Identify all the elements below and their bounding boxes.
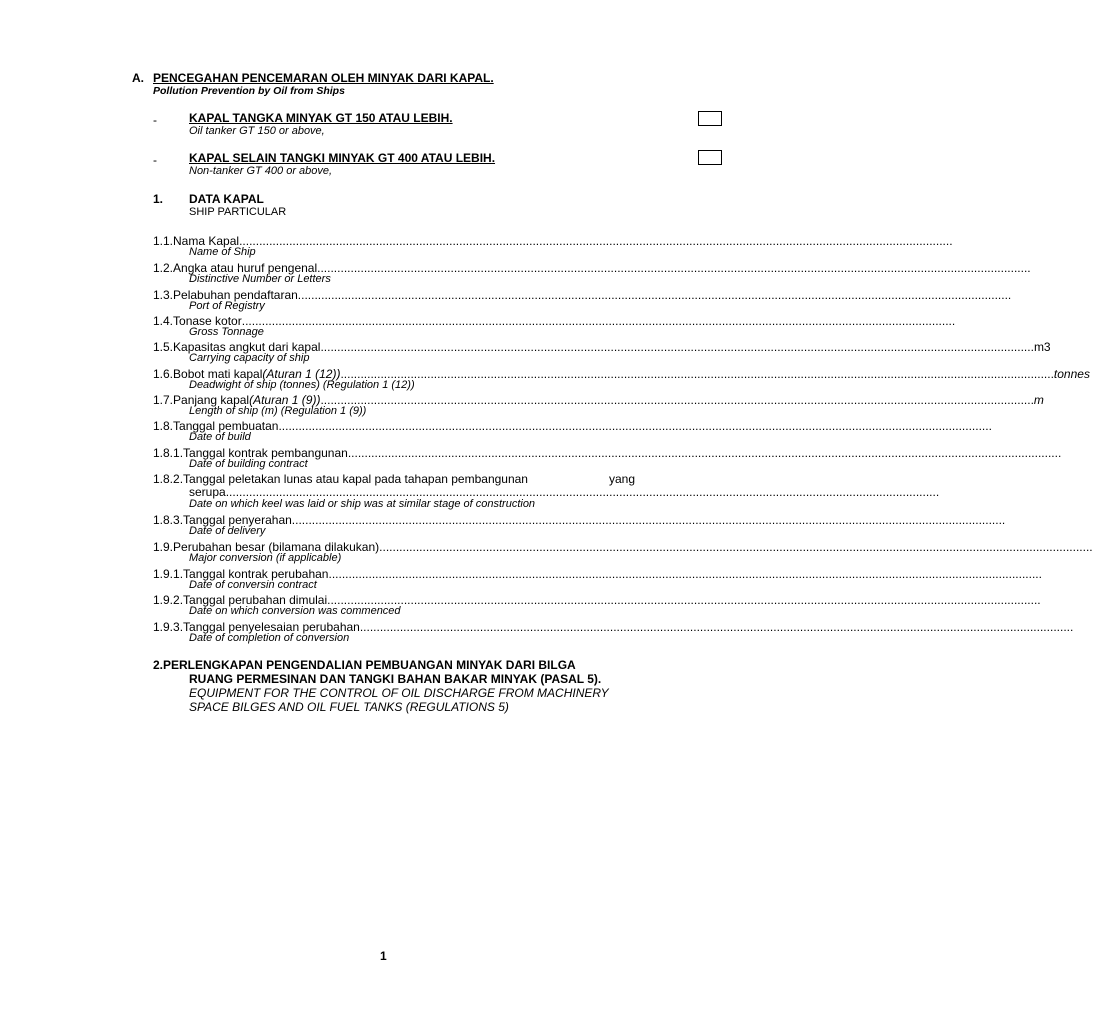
fill-in-dots[interactable]: ...................................................................................................................................................................................................................... (327, 593, 1041, 607)
field-unit: tonnes (1053, 367, 1090, 381)
fill-in-dots[interactable]: ...................................................................................................................................................................................................................... (291, 513, 1006, 527)
field-unit: m (1033, 393, 1044, 407)
field-number: 1.8.1. (153, 446, 184, 460)
fill-in-dots[interactable]: ...................................................................................................................................................................................................................... (359, 620, 1074, 634)
field-english-label: Date of conversin contract (189, 579, 317, 591)
field-english-label: Date on which keel was laid or ship was at similar stage of construction (189, 498, 536, 510)
page-number: 1 (380, 949, 387, 963)
fill-in-dots[interactable]: ...................................................................................................................................................................................................................... (328, 567, 1042, 581)
option-oil-tanker-subtitle: Oil tanker GT 150 or above, (189, 125, 325, 137)
field-english-label: Deadwight of ship (tonnes) (Regulation 1 (12)) (189, 379, 415, 391)
fill-in-dots[interactable]: ...................................................................................................................................................................................................................... (241, 314, 956, 328)
fill-in-dots[interactable]: ...................................................................................................................................................................................................................... (297, 288, 1012, 302)
field-label-continued: serupa (189, 485, 226, 499)
field-label: Panjang kapal (173, 393, 250, 407)
section-a-letter: A. (132, 71, 144, 85)
field-label: Pelabuhan pendaftaran (173, 288, 298, 302)
field-label: Tanggal kontrak pembangunan (183, 446, 348, 460)
field-number: 1.2. (153, 261, 174, 275)
option-oil-tanker-title: KAPAL TANGKA MINYAK GT 150 ATAU LEBIH. (189, 111, 453, 125)
field-english-label: Gross Tonnage (189, 326, 264, 338)
option-non-tanker-title: KAPAL SELAIN TANGKI MINYAK GT 400 ATAU LEBIH. (189, 151, 496, 165)
field-label: Tanggal penyelesaian perubahan (183, 620, 360, 634)
field-label: Bobot mati kapal (173, 367, 263, 381)
field-english-label: Date of building contract (189, 458, 308, 470)
field-number: 1.7. (153, 393, 174, 407)
section-2-subtitle-line1: EQUIPMENT FOR THE CONTROL OF OIL DISCHARGE FROM MACHINERY (189, 686, 609, 700)
fill-in-dots[interactable]: ...................................................................................................................................................................................................................... (347, 446, 1062, 460)
field-english-label: Date of delivery (189, 525, 266, 537)
section-2-title-line2: RUANG PERMESINAN DAN TANGKI BAHAN BAKAR MINYAK (PASAL 5). (189, 672, 602, 686)
field-number: 1.1. (153, 234, 174, 248)
field-label: Tonase kotor (173, 314, 242, 328)
field-english-label: Major conversion (if applicable) (189, 552, 342, 564)
field-label: Tanggal penyerahan (183, 513, 292, 527)
field-english-label: Date on which conversion was commenced (189, 605, 401, 617)
field-number: 1.8.3. (153, 513, 184, 527)
field-regulation-ref: (Aturan 1 (9)) (249, 393, 321, 407)
option-bullet: - (153, 113, 157, 127)
field-label: Tanggal kontrak perubahan (183, 567, 329, 581)
fill-in-dots[interactable]: ...................................................................................................................................................................................................................... (320, 393, 1034, 407)
field-number: 1.5. (153, 340, 174, 354)
option-non-tanker-subtitle: Non-tanker GT 400 or above, (189, 165, 333, 177)
field-english-label: Port of Registry (189, 300, 265, 312)
section-1-title: DATA KAPAL (189, 192, 264, 206)
field-english-label: Carrying capacity of ship (189, 352, 310, 364)
fill-in-dots[interactable]: ...................................................................................................................................................................................................................... (340, 367, 1054, 381)
fill-in-dots[interactable]: ...................................................................................................................................................................................................................... (317, 261, 1031, 275)
section-a-subtitle: Pollution Prevention by Oil from Ships (153, 85, 345, 97)
field-english-label: Name of Ship (189, 246, 256, 258)
field-label: Kapasitas angkut dari kapal (173, 340, 321, 354)
field-english-label: Length of ship (m) (Regulation 1 (9)) (189, 405, 367, 417)
field-number: 1.8.2. (153, 472, 184, 486)
field-label-trail: yang (608, 472, 635, 486)
field-english-label: Date of build (189, 431, 251, 443)
field-number: 1.4. (153, 314, 174, 328)
field-english-label: Distinctive Number or Letters (189, 273, 331, 285)
option-bullet: - (153, 153, 157, 167)
field-label: Perubahan besar (bilamana dilakukan) (173, 540, 380, 554)
section-2-title-line1: 2.PERLENGKAPAN PENGENDALIAN PEMBUANGAN MINYAK DARI BILGA (153, 658, 576, 672)
fill-in-dots[interactable]: ...................................................................................................................................................................................................................... (239, 234, 953, 248)
field-number: 1.6. (153, 367, 174, 381)
field-label: Tanggal pembuatan (173, 419, 279, 433)
field-label: Tanggal perubahan dimulai (183, 593, 328, 607)
field-regulation-ref: (Aturan 1 (12)) (262, 367, 341, 381)
fill-in-dots[interactable]: ...................................................................................................................................................................................................................... (379, 540, 1093, 554)
section-1-subtitle: SHIP PARTICULAR (189, 206, 287, 218)
field-number: 1.9.3. (153, 620, 184, 634)
non-tanker-checkbox[interactable] (698, 150, 722, 165)
section-2-subtitle-line2: SPACE BILGES AND OIL FUEL TANKS (REGULATIONS 5) (189, 700, 509, 714)
field-number: 1.9.2. (153, 593, 184, 607)
fill-in-dots[interactable]: ...................................................................................................................................................................................................................... (278, 419, 992, 433)
field-label: Nama Kapal (173, 234, 240, 248)
section-1-number: 1. (153, 192, 164, 206)
field-number: 1.3. (153, 288, 174, 302)
field-label: Tanggal peletakan lunas atau kapal pada tahapan pembangunan (183, 472, 528, 486)
field-english-label: Date of completion of conversion (189, 632, 350, 644)
field-label: Angka atau huruf pengenal (173, 261, 318, 275)
fill-in-dots[interactable]: ...................................................................................................................................................................................................................... (225, 485, 940, 499)
field-number: 1.8. (153, 419, 174, 433)
section-a-title: PENCEGAHAN PENCEMARAN OLEH MINYAK DARI KAPAL. (153, 71, 494, 85)
field-number: 1.9. (153, 540, 174, 554)
fill-in-dots[interactable]: ...................................................................................................................................................................................................................... (320, 340, 1034, 354)
oil-tanker-checkbox[interactable] (698, 111, 722, 126)
field-number: 1.9.1. (153, 567, 184, 581)
field-unit: m3 (1033, 340, 1051, 354)
